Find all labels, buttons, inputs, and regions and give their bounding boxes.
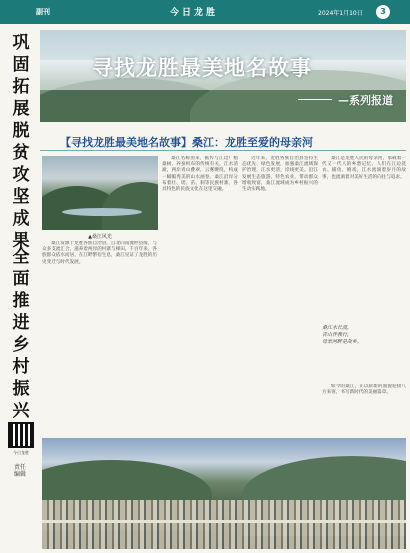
photo-river [62, 208, 142, 216]
photo-road [42, 520, 406, 523]
poem-line: 青山伴我行， [322, 332, 353, 338]
paragraph: 如今的桑江，正以崭新的面貌迎接八方来客，书写新时代的美丽篇章。 [322, 384, 406, 396]
banner-title: 寻找龙胜最美地名故事 [92, 55, 312, 80]
qr-code-icon [8, 422, 34, 448]
left-credit: 责任编辑 [14, 464, 27, 478]
article-column-1 [42, 241, 157, 435]
paragraph: 桑江名称由来，据传与江边广植桑树、养蚕织布的传统有关。江水清澈，两岸青山叠翠，云雾缭绕，构成一幅幅秀美的山水画卷。桑江沿岸分布着壮、瑶、苗、侗等民族村寨，各具特色的民族文化在这里交融。 [162, 156, 238, 193]
page-header [0, 0, 410, 24]
article-column-2 [162, 156, 238, 435]
poem-line: 桑江水长流， [322, 325, 353, 331]
article-column-4 [322, 156, 406, 322]
photo-town [42, 500, 406, 549]
paragraph: 桑江是龙胜人民的母亲河，承载着一代又一代人的乡愁记忆。人们在江边洗衣、捕鱼、嬉戏，江水流淌着岁月的故事，也流淌着对美好生活的向往与追求。 [322, 156, 406, 180]
photo-caption: ▲桑江风光 [88, 234, 112, 240]
river-photo [42, 156, 158, 230]
series-banner [40, 30, 406, 122]
section-tag: 副刊 [36, 8, 50, 16]
paper-name: 今日龙胜 [170, 8, 219, 18]
page-number: 3 [376, 5, 390, 19]
article-headline: 【寻找龙胜最美地名故事】桑江：龙胜至爱的母亲河 [60, 136, 313, 149]
poem-line: 母亲河畔是故乡。 [322, 339, 363, 345]
slogan-first: 巩固拓展脱贫攻坚成果 [12, 33, 30, 251]
photo-hill [102, 182, 158, 230]
left-slogan-column [4, 24, 38, 553]
town-panorama-photo [42, 438, 406, 549]
paragraph: 桑江发源于龙胜各族自治县，自北向南流经县境，与众多支流汇合，滋养着两岸的村寨与梯田。千百年来，各族群众依水而居，在江畔繁衍生息，桑江见证了龙胜的历史变迁与时代发展。 [42, 241, 157, 265]
paragraph: 近年来，龙胜各族自治县坚持生态优先、绿色发展，加强桑江流域保护治理，江水更清，岸线更美。沿江发展生态旅游、特色农业，带动群众增收致富，桑江流域成为乡村振兴的生动实践地。 [242, 156, 318, 193]
banner-subtitle: —系列报道 [338, 94, 393, 107]
article-column-3 [242, 156, 318, 435]
qr-caption: 今日龙胜 [13, 450, 29, 455]
publication-date: 2024年1月10日 [318, 10, 363, 17]
poem-block [322, 325, 406, 346]
slogan-second: 全面推进乡村振兴 [12, 247, 30, 421]
article-column-5 [322, 384, 406, 434]
divider [40, 150, 406, 151]
